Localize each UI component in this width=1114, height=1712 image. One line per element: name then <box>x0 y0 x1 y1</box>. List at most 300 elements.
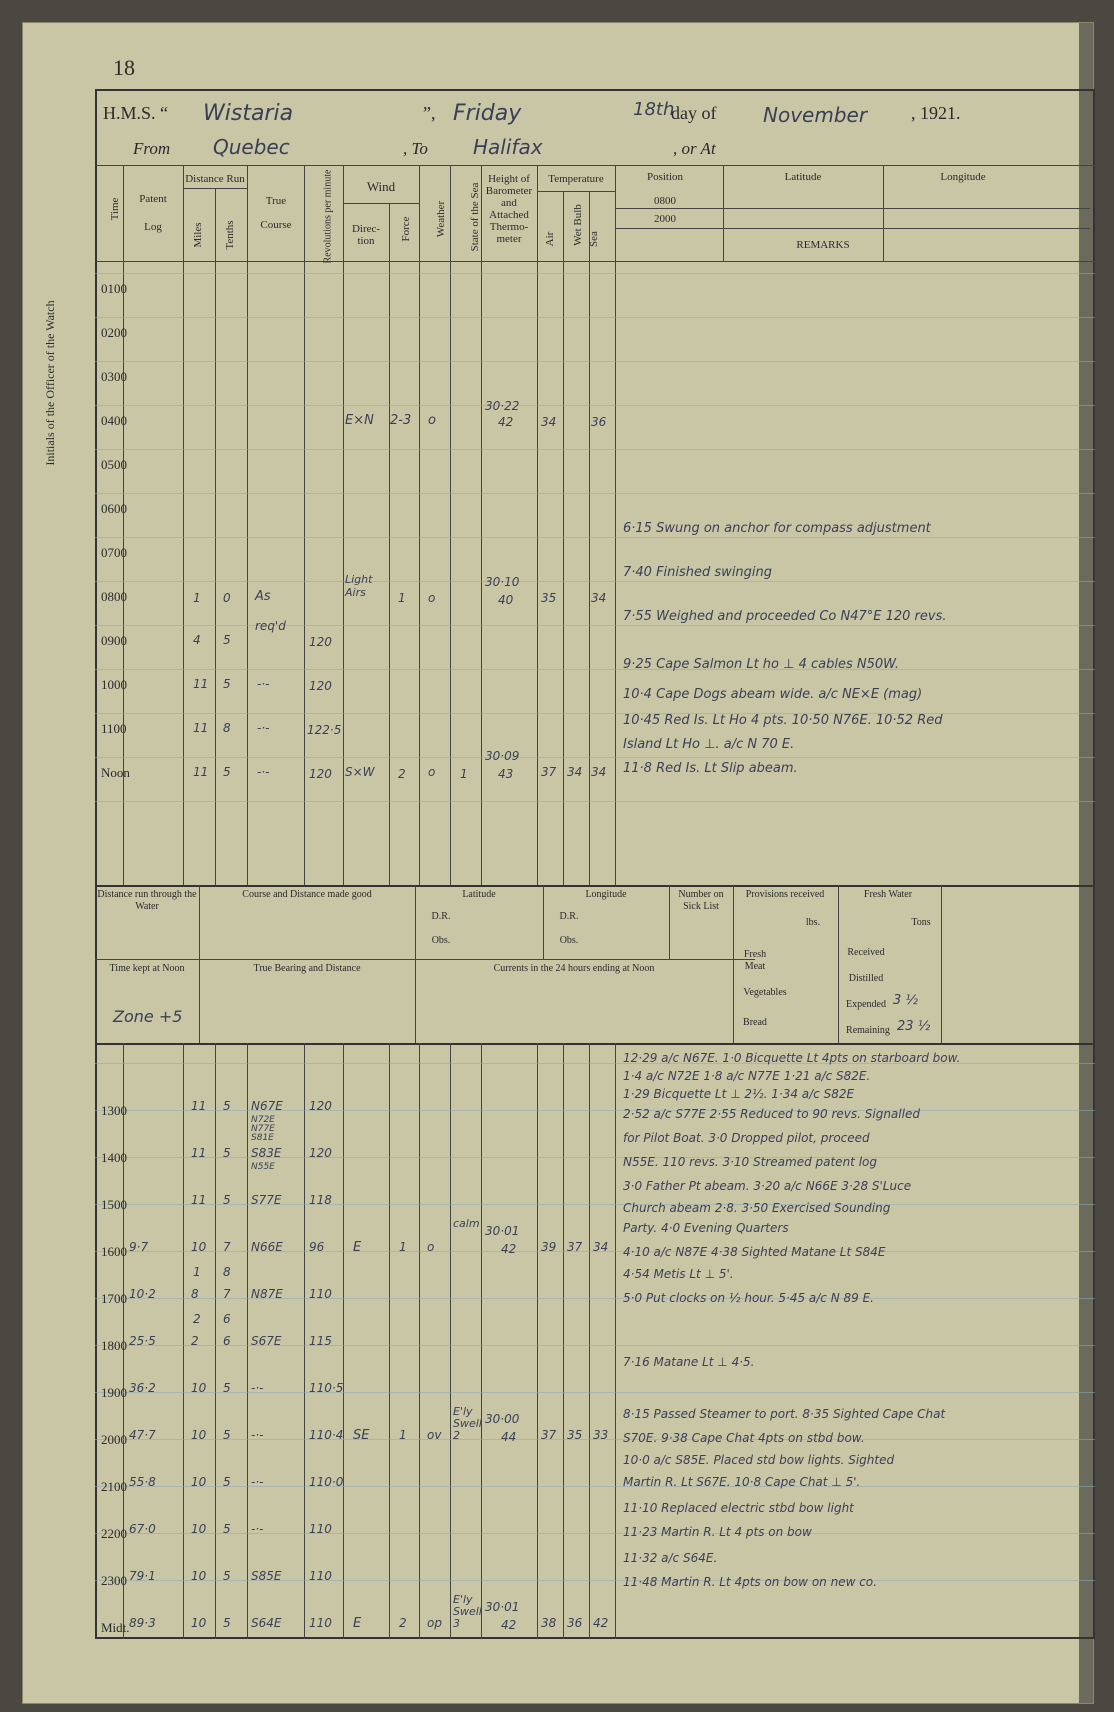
tons-label: Tons <box>911 917 931 928</box>
log-Midt.: 89·3 <box>129 1616 156 1630</box>
course-2200: -·- <box>251 1522 264 1536</box>
course-2000: -·- <box>251 1428 264 1442</box>
time-label-0400: 0400 <box>101 413 127 428</box>
revs-1100: 122·5 <box>307 723 342 737</box>
therm-0400: 42 <box>498 415 514 429</box>
tenths-1800: 6 <box>223 1334 231 1348</box>
time-label-0300: 0300 <box>101 369 127 384</box>
ruled-line <box>95 669 1095 670</box>
miles-1800: 2 <box>191 1334 199 1348</box>
pos-0800: 0800 <box>654 195 676 207</box>
remaining-value: 23 ½ <box>897 1019 931 1034</box>
miles-0800: 1 <box>193 591 201 605</box>
extra-tenths-1700: 8 <box>223 1265 231 1279</box>
remark-line: 1·29 Bicquette Lt ⊥ 2½. 1·34 a/c S82E <box>623 1087 855 1101</box>
remark-line: Party. 4·0 Evening Quarters <box>623 1221 789 1235</box>
log-page <box>22 22 1094 1704</box>
time-label-1800: 1800 <box>101 1338 127 1353</box>
log-2300: 79·1 <box>129 1569 156 1583</box>
course-dist-label: Course and Distance made good <box>242 889 372 900</box>
currents-label: Currents in the 24 hours ending at Noon <box>493 963 655 974</box>
baro-0800: 30·10 <box>485 575 520 589</box>
weather-1600: o <box>427 1240 435 1254</box>
revs-2100: 110·0 <box>309 1475 344 1489</box>
miles-1600: 10 <box>191 1240 207 1254</box>
ruled-line <box>95 1533 1095 1534</box>
wet-Midt.: 36 <box>567 1616 583 1630</box>
tenths-2000: 5 <box>223 1428 231 1442</box>
lat-obs-label: Obs. <box>431 935 451 946</box>
course-1100: -·- <box>257 721 270 735</box>
remark-line: 11·8 Red Is. Lt Slip abeam. <box>623 761 798 776</box>
wet-noon: 34 <box>567 765 583 779</box>
air-2000: 37 <box>541 1428 557 1442</box>
fresh-water-label: Fresh Water <box>863 889 913 900</box>
ruled-line <box>95 449 1095 450</box>
remark-line: 12·29 a/c N67E. 1·0 Bicquette Lt 4pts on starboard bow. <box>623 1051 961 1065</box>
time-label-2200: 2200 <box>101 1526 127 1541</box>
provisions-label: Provisions received <box>745 889 825 900</box>
remark-line: 10·4 Cape Dogs abeam wide. a/c NE×E (mag) <box>623 687 923 702</box>
ruled-line <box>95 361 1095 362</box>
ruled-line <box>95 537 1095 538</box>
time-label-1900: 1900 <box>101 1385 127 1400</box>
or-at-label: , or At <box>673 139 716 158</box>
from-label: From <box>133 139 171 158</box>
revs-2200: 110 <box>309 1522 332 1536</box>
col-tenths: Tenths <box>224 220 236 250</box>
revs-noon: 120 <box>309 767 332 781</box>
tenths-1300: 5 <box>223 1099 231 1113</box>
col-latitude: Latitude <box>784 171 822 183</box>
remaining-label: Remaining <box>846 1025 890 1036</box>
revs-1000: 120 <box>309 679 332 693</box>
log-1700: 10·2 <box>129 1287 156 1301</box>
col-line <box>304 1043 305 1639</box>
remark-line: 9·25 Cape Salmon Lt ho ⊥ 4 cables N50W. <box>623 657 900 672</box>
col-line <box>481 1043 482 1639</box>
air-0800: 35 <box>541 591 557 605</box>
ruled-line <box>95 1298 1095 1299</box>
remark-line: 1·4 a/c N72E 1·8 a/c N77E 1·21 a/c S82E. <box>623 1069 871 1083</box>
col-wind: Wind <box>366 179 396 194</box>
rule <box>95 165 1095 166</box>
sea-Midt.: 42 <box>593 1616 609 1630</box>
wind-dir-noon: S×W <box>345 765 375 779</box>
course-2300: S85E <box>251 1569 282 1583</box>
remark-line: 11·10 Replaced electric stbd bow light <box>623 1501 854 1515</box>
weekday: Friday <box>453 101 522 126</box>
remark-line: 7·40 Finished swinging <box>623 565 773 580</box>
therm-2000: 44 <box>501 1430 517 1444</box>
remark-line: 10·45 Red Is. Lt Ho 4 pts. 10·50 N76E. 10·52 Red <box>623 713 943 728</box>
revs-1700: 110 <box>309 1287 332 1301</box>
rule <box>95 959 755 960</box>
remark-line: 11·48 Martin R. Lt 4pts on bow on new co. <box>623 1575 877 1589</box>
baro-noon: 30·09 <box>485 749 520 763</box>
miles-2300: 10 <box>191 1569 207 1583</box>
log-2200: 67·0 <box>129 1522 156 1536</box>
remark-line: 7·55 Weighed and proceeded Co N47°E 120 revs. <box>623 609 947 624</box>
ruled-line <box>95 493 1095 494</box>
ruled-line <box>95 757 1095 758</box>
remark-line: Martin R. Lt S67E. 10·8 Cape Chat ⊥ 5'. <box>623 1475 861 1489</box>
ruled-line <box>95 1157 1095 1158</box>
remark-line: N55E. 110 revs. 3·10 Streamed patent log <box>623 1155 877 1169</box>
state-1600: calm <box>453 1217 480 1230</box>
col-line <box>563 1043 564 1639</box>
course-1900: -·- <box>251 1381 264 1395</box>
tenths-2100: 5 <box>223 1475 231 1489</box>
col-weather: Weather <box>435 200 447 238</box>
tenths-0900: 5 <box>223 633 231 647</box>
col-air: Air <box>544 231 556 247</box>
ruled-line <box>95 1204 1095 1205</box>
ruled-line <box>95 405 1095 406</box>
remark-line: 6·15 Swung on anchor for compass adjustment <box>623 521 931 536</box>
ruled-line <box>95 1345 1095 1346</box>
course-extra-1500: N55E <box>251 1162 275 1172</box>
weather-2000: ov <box>427 1428 442 1442</box>
baro-0400: 30·22 <box>485 399 520 413</box>
sea-0800: 34 <box>591 591 607 605</box>
log-1900: 36·2 <box>129 1381 156 1395</box>
wind-dir-0400: E×N <box>345 413 374 428</box>
extra-miles-1700: 1 <box>193 1265 201 1279</box>
tenths-0800: 0 <box>223 591 231 605</box>
tenths-2300: 5 <box>223 1569 231 1583</box>
therm-1600: 42 <box>501 1242 517 1256</box>
ruled-line <box>95 1392 1095 1393</box>
extra-tenths-1800: 6 <box>223 1312 231 1326</box>
lon-obs-label: Obs. <box>559 935 579 946</box>
course-1300: N67E <box>251 1099 283 1113</box>
lon-dr-label: D.R. <box>559 911 579 922</box>
air-1600: 39 <box>541 1240 557 1254</box>
col-longitude: Longitude <box>940 171 986 183</box>
mid-longitude-label: Longitude <box>585 889 627 900</box>
sea-noon: 34 <box>591 765 607 779</box>
time-label-0600: 0600 <box>101 501 127 516</box>
tenths-1700: 7 <box>223 1287 231 1301</box>
time-label-2300: 2300 <box>101 1573 127 1588</box>
remark-line: for Pilot Boat. 3·0 Dropped pilot, proceed <box>623 1131 870 1145</box>
lbs-label: lbs. <box>805 917 821 928</box>
remark-line: 4·10 a/c N87E 4·38 Sighted Matane Lt S84E <box>623 1245 886 1259</box>
col-line <box>723 165 724 261</box>
vegetables-label: Vegetables <box>743 987 787 998</box>
time-label-1700: 1700 <box>101 1291 127 1306</box>
col-line <box>450 1043 451 1639</box>
received-label: Received <box>847 947 885 958</box>
col-miles: Miles <box>192 222 204 248</box>
mid-latitude-label: Latitude <box>462 889 496 900</box>
ruled-line <box>95 273 1095 274</box>
true-bearing-label: True Bearing and Distance <box>253 963 361 974</box>
tenths-1900: 5 <box>223 1381 231 1395</box>
ruled-line <box>95 317 1095 318</box>
time-label-1000: 1000 <box>101 677 127 692</box>
wet-1600: 37 <box>567 1240 583 1254</box>
col-time: Time <box>109 197 121 221</box>
course-noon: -·- <box>257 765 270 779</box>
time-label-1300: 1300 <box>101 1103 127 1118</box>
course-extra-1400: N72E N77E S81E <box>251 1115 275 1143</box>
miles-noon: 11 <box>193 765 209 779</box>
weather-0800: o <box>428 591 436 605</box>
expended-value: 3 ½ <box>893 993 919 1008</box>
col-patent: Patent <box>139 193 167 205</box>
wind-dir-0800: Light Airs <box>345 573 373 599</box>
wind-dir-1600: E <box>353 1240 362 1255</box>
col-line <box>589 191 590 885</box>
course-2100: -·- <box>251 1475 264 1489</box>
miles-1100: 11 <box>193 721 209 735</box>
course-1700: N87E <box>251 1287 283 1301</box>
col-line <box>615 1043 616 1639</box>
force-noon: 2 <box>398 767 406 781</box>
distilled-label: Distilled <box>848 973 884 984</box>
col-barometer: Height of Barometer and Attached Thermo- meter <box>485 173 533 245</box>
col-line <box>941 885 942 1043</box>
time-label-1600: 1600 <box>101 1244 127 1259</box>
col-line <box>419 1043 420 1639</box>
revs-1400: 120 <box>309 1146 332 1160</box>
col-line <box>838 885 839 1043</box>
time-label-0500: 0500 <box>101 457 127 472</box>
side-label: Initials of the Officer of the Watch <box>43 300 57 466</box>
col-line <box>883 165 884 261</box>
remark-line: 5·0 Put clocks on ½ hour. 5·45 a/c N 89 E. <box>623 1291 874 1305</box>
pos-2000: 2000 <box>654 213 676 225</box>
revs-1500: 118 <box>309 1193 332 1207</box>
force-0800: 1 <box>398 591 406 605</box>
rule <box>343 203 419 204</box>
course-1800: S67E <box>251 1334 282 1348</box>
sea-2000: 33 <box>593 1428 609 1442</box>
time-label-2100: 2100 <box>101 1479 127 1494</box>
rule <box>537 191 615 192</box>
rule <box>615 208 1090 209</box>
wet-2000: 35 <box>567 1428 583 1442</box>
course-1400: S83E <box>251 1146 282 1160</box>
time-label-1400: 1400 <box>101 1150 127 1165</box>
from-place: Quebec <box>213 135 290 159</box>
miles-1400: 11 <box>191 1146 207 1160</box>
state-Midt.: E'ly Swell 3 <box>453 1593 482 1630</box>
remark-line: 11·23 Martin R. Lt 4 pts on bow <box>623 1525 812 1539</box>
force-0400: 2-3 <box>390 413 412 428</box>
col-distance-run: Distance Run <box>185 173 245 185</box>
revs-2300: 110 <box>309 1569 332 1583</box>
col-wet-bulb: Wet Bulb <box>572 204 584 246</box>
dist-water-label: Distance run through the Water <box>97 889 197 912</box>
revs-0900: 120 <box>309 635 332 649</box>
course-1600: N66E <box>251 1240 283 1254</box>
to-place: Halifax <box>473 135 543 159</box>
baro-1600: 30·01 <box>485 1224 520 1238</box>
extra-miles-1800: 2 <box>193 1312 201 1326</box>
col-line <box>733 885 734 1043</box>
ruled-line <box>95 1486 1095 1487</box>
col-force: Force <box>400 216 412 242</box>
air-Midt.: 38 <box>541 1616 557 1630</box>
time-kept-value: Zone +5 <box>113 1007 183 1026</box>
col-line <box>389 1043 390 1639</box>
bread-label: Bread <box>743 1017 767 1028</box>
col-line <box>563 191 564 885</box>
therm-Midt.: 42 <box>501 1618 517 1632</box>
col-line <box>183 1043 184 1639</box>
tenths-1600: 7 <box>223 1240 231 1254</box>
miles-2200: 10 <box>191 1522 207 1536</box>
state-2000: E'ly Swell 2 <box>453 1405 482 1442</box>
sea-1600: 34 <box>593 1240 609 1254</box>
col-state-sea: State of the Sea <box>469 182 481 252</box>
ruled-line <box>95 1580 1095 1581</box>
course-0900: req'd <box>255 619 286 633</box>
baro-2000: 30·00 <box>485 1412 520 1426</box>
log-1800: 25·5 <box>129 1334 156 1348</box>
col-true: True <box>265 195 287 207</box>
force-2000: 1 <box>399 1428 407 1442</box>
therm-noon: 43 <box>498 767 514 781</box>
log-2100: 55·8 <box>129 1475 156 1489</box>
revs-1900: 110·5 <box>309 1381 344 1395</box>
remark-line: Church abeam 2·8. 3·50 Exercised Sounding <box>623 1201 891 1215</box>
revs-1600: 96 <box>309 1240 325 1254</box>
ruled-line <box>95 713 1095 714</box>
course-0800: As <box>255 589 271 604</box>
course-1000: -·- <box>257 677 270 691</box>
remark-line: 8·15 Passed Steamer to port. 8·35 Sighted Cape Chat <box>623 1407 946 1421</box>
col-line <box>669 885 670 959</box>
miles-1500: 11 <box>191 1193 207 1207</box>
state-noon: 1 <box>460 767 468 781</box>
col-temperature: Temperature <box>548 173 604 185</box>
col-position: Position <box>646 171 684 183</box>
col-direction: Direc- tion <box>351 223 381 247</box>
tenths-1400: 5 <box>223 1146 231 1160</box>
day-of-label: day of <box>671 103 717 123</box>
revs-2000: 110·4 <box>309 1428 344 1442</box>
rule <box>615 228 1090 229</box>
time-label-2000: 2000 <box>101 1432 127 1447</box>
rule <box>95 885 1095 887</box>
weather-Midt.: op <box>427 1616 442 1630</box>
log-1600: 9·7 <box>129 1240 149 1254</box>
month: November <box>763 103 868 127</box>
weather-0400: o <box>428 413 436 428</box>
rule <box>95 1043 1095 1045</box>
ship-name: Wistaria <box>203 101 294 126</box>
revs-Midt.: 110 <box>309 1616 332 1630</box>
tenths-1100: 8 <box>223 721 231 735</box>
remark-line: Island Lt Ho ⊥. a/c N 70 E. <box>623 737 795 752</box>
expended-label: Expended <box>846 999 886 1010</box>
air-0400: 34 <box>541 415 557 429</box>
sick-list-label: Number on Sick List <box>678 889 724 912</box>
time-label-0700: 0700 <box>101 545 127 560</box>
course-1500: S77E <box>251 1193 282 1207</box>
date-day: 18th <box>633 99 675 120</box>
col-line <box>537 1043 538 1639</box>
wind-dir-Midt.: E <box>353 1616 362 1631</box>
quote-close: ”, <box>423 103 436 123</box>
log-2000: 47·7 <box>129 1428 156 1442</box>
miles-2100: 10 <box>191 1475 207 1489</box>
col-sea: Sea <box>588 231 600 247</box>
time-label-0900: 0900 <box>101 633 127 648</box>
weather-noon: o <box>428 765 436 779</box>
col-line <box>215 1043 216 1639</box>
miles-Midt.: 10 <box>191 1616 207 1630</box>
remark-line: 7·16 Matane Lt ⊥ 4·5. <box>623 1355 755 1369</box>
remark-line: 3·0 Father Pt abeam. 3·20 a/c N66E 3·28 S'Luce <box>623 1179 912 1193</box>
col-line <box>247 1043 248 1639</box>
time-label-1100: 1100 <box>101 721 127 736</box>
col-remarks: REMARKS <box>796 239 850 251</box>
time-label-0800: 0800 <box>101 589 127 604</box>
tenths-1500: 5 <box>223 1193 231 1207</box>
col-revolutions: Revolutions per minute <box>322 169 334 264</box>
wind-dir-2000: SE <box>353 1428 370 1443</box>
miles-1300: 11 <box>191 1099 207 1113</box>
year: , 1921. <box>911 103 961 123</box>
col-log: Log <box>144 221 162 233</box>
sea-0400: 36 <box>591 415 607 429</box>
col-line <box>343 1043 344 1639</box>
revs-1800: 115 <box>309 1334 332 1348</box>
remark-line: 4·54 Metis Lt ⊥ 5'. <box>623 1267 734 1281</box>
col-course: Course <box>260 219 292 231</box>
time-label-0100: 0100 <box>101 281 127 296</box>
ruled-line <box>95 801 1095 802</box>
miles-1900: 10 <box>191 1381 207 1395</box>
remark-line: S70E. 9·38 Cape Chat 4pts on stbd bow. <box>623 1431 865 1445</box>
ruled-line <box>95 1110 1095 1111</box>
remark-line: 2·52 a/c S77E 2·55 Reduced to 90 revs. Signalled <box>623 1107 920 1121</box>
ruled-line <box>95 581 1095 582</box>
therm-0800: 40 <box>498 593 514 607</box>
course-Midt.: S64E <box>251 1616 282 1630</box>
tenths-noon: 5 <box>223 765 231 779</box>
remark-line: 10·0 a/c S85E. Placed std bow lights. Sighted <box>623 1453 895 1467</box>
baro-Midt.: 30·01 <box>485 1600 520 1614</box>
to-label: , To <box>403 139 428 158</box>
time-label-1500: 1500 <box>101 1197 127 1212</box>
fresh-meat-label: Fresh Meat <box>743 949 767 972</box>
time-label-Noon: Noon <box>101 765 130 780</box>
time-label-Midt.: Midt. <box>101 1620 130 1635</box>
col-line <box>389 203 390 885</box>
revs-1300: 120 <box>309 1099 332 1113</box>
tenths-2200: 5 <box>223 1522 231 1536</box>
ruled-line <box>95 625 1095 626</box>
col-line <box>589 1043 590 1639</box>
lat-dr-label: D.R. <box>431 911 451 922</box>
miles-1700: 8 <box>191 1287 199 1301</box>
tenths-Midt.: 5 <box>223 1616 231 1630</box>
air-noon: 37 <box>541 765 557 779</box>
force-1600: 1 <box>399 1240 407 1254</box>
time-label-0200: 0200 <box>101 325 127 340</box>
miles-1000: 11 <box>193 677 209 691</box>
tenths-1000: 5 <box>223 677 231 691</box>
remark-line: 11·32 a/c S64E. <box>623 1551 718 1565</box>
miles-2000: 10 <box>191 1428 207 1442</box>
hms-label: H.M.S. “ <box>103 103 169 123</box>
